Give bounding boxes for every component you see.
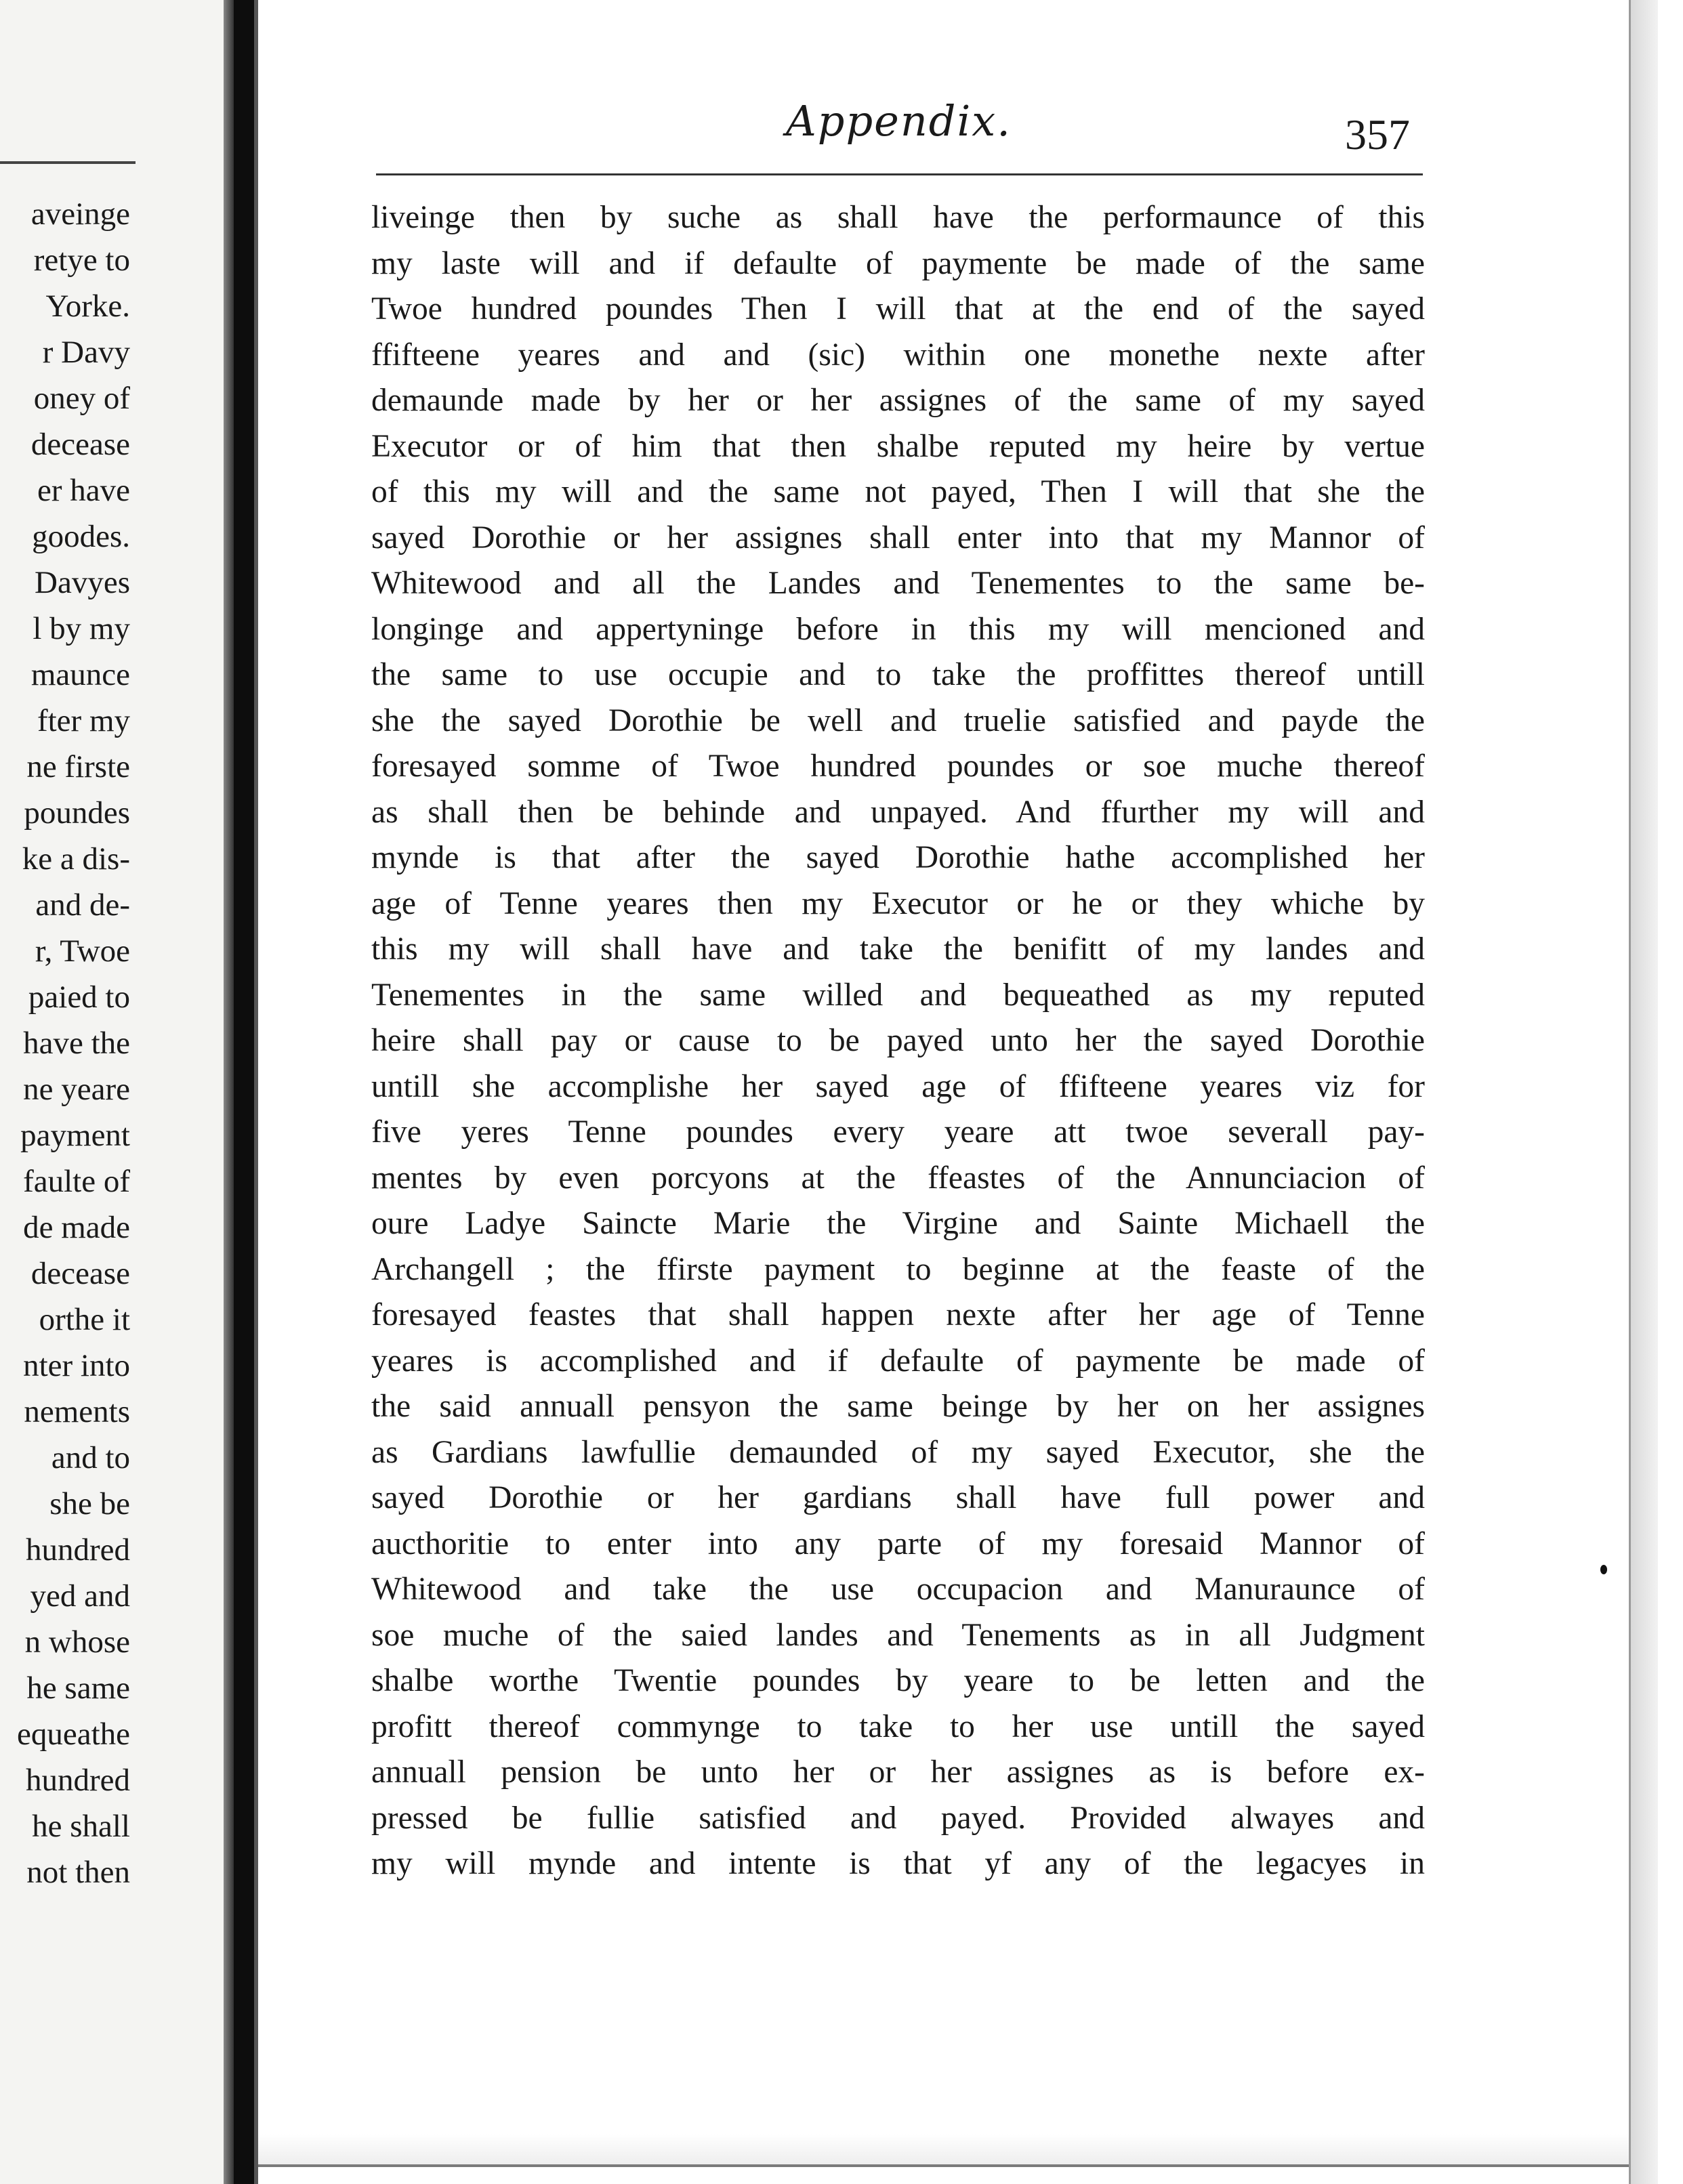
text-line: foresayed somme of Twoe hundred poundes or soe muche thereof: [371, 749, 1425, 784]
page-right-edge: [1629, 0, 1658, 2184]
text-line: pressed be fullie satisfied and payed. Provided alwayes and: [371, 1800, 1425, 1836]
facing-page-line: and to: [51, 1440, 130, 1475]
text-line: she the sayed Dorothie be well and truelie satisfied and payde the: [371, 702, 1425, 738]
text-line: aucthoritie to enter into any parte of my foresaid Mannor of: [371, 1526, 1425, 1561]
facing-page-line: Yorke.: [45, 289, 130, 324]
facing-page-line: hundred: [25, 1763, 130, 1798]
text-line: soe muche of the saied landes and Tenements as in all Judgment: [371, 1617, 1425, 1653]
facing-page-line: yed and: [30, 1578, 130, 1614]
facing-page-line: er have: [37, 473, 130, 508]
text-line: this my will shall have and take the benifitt of my landes and: [371, 931, 1425, 967]
text-line: the same to use occupie and to take the proffittes thereof untill: [371, 657, 1425, 692]
text-line: foresayed feastes that shall happen nexte after her age of Tenne: [371, 1297, 1425, 1332]
page-bottom-edge: [258, 2134, 1629, 2167]
book-binding: [234, 0, 254, 2184]
facing-page-line: not then: [26, 1855, 130, 1890]
facing-page-line: maunce: [30, 657, 130, 692]
text-line: annuall pension be unto her or her assignes as is before ex-: [371, 1755, 1425, 1790]
text-line: shalbe worthe Twentie poundes by yeare to be letten and the: [371, 1663, 1425, 1698]
text-line: mynde is that after the sayed Dorothie hathe accomplished her: [371, 840, 1425, 875]
facing-page-line: nter into: [23, 1348, 130, 1383]
text-line: Whitewood and take the use occupacion and Manuraunce of: [371, 1572, 1425, 1607]
facing-page-line: de made: [23, 1210, 130, 1245]
facing-page-line: ke a dis-: [22, 841, 130, 877]
facing-page-line: goodes.: [32, 519, 130, 554]
text-line: demaunde made by her or her assignes of the same of my sayed: [371, 383, 1425, 418]
facing-page-line: she be: [49, 1486, 130, 1521]
text-line: ffifteene yeares and and (sic) within one monethe nexte after: [371, 337, 1425, 373]
facing-page-line: decease: [30, 1256, 130, 1291]
facing-page-line: ne firste: [26, 749, 130, 784]
text-line: untill she accomplishe her sayed age of ffifteene yeares viz for: [371, 1068, 1425, 1104]
text-line: sayed Dorothie or her assignes shall enter into that my Mannor of: [371, 520, 1425, 555]
text-line: Archangell ; the ffirste payment to beginne at the feaste of the: [371, 1251, 1425, 1287]
facing-page-line: he same: [26, 1671, 130, 1706]
facing-page-line: paied to: [28, 980, 130, 1015]
header-rule: [376, 173, 1423, 175]
facing-page-line: and de-: [35, 887, 130, 923]
text-line: longinge and appertyninge before in this my will mencioned and: [371, 611, 1425, 647]
text-line: five yeres Tenne poundes every yeare att twoe severall pay-: [371, 1114, 1425, 1150]
text-line: sayed Dorothie or her gardians shall have full power and: [371, 1480, 1425, 1515]
facing-page-line: fter my: [37, 703, 130, 738]
text-line: profitt thereof commynge to take to her use untill the sayed: [371, 1708, 1425, 1744]
facing-page-line: hundred: [25, 1532, 130, 1568]
facing-page-line: r, Twoe: [35, 933, 130, 969]
facing-page-line: orthe it: [39, 1302, 130, 1337]
text-line: age of Tenne yeares then my Executor or he or they whiche by: [371, 885, 1425, 921]
text-line: the said annuall pensyon the same beinge by her on her assignes: [371, 1389, 1425, 1424]
facing-page-line: poundes: [24, 795, 130, 831]
facing-page-line: retye to: [33, 243, 130, 278]
facing-page-line: faulte of: [23, 1164, 130, 1199]
facing-page-line: oney of: [33, 381, 130, 416]
facing-page-text: [17, 191, 130, 1895]
body-text: [371, 195, 1425, 1887]
text-line: my laste will and if defaulte of paymente be made of the same: [371, 245, 1425, 281]
facing-page-header-rule: [0, 161, 136, 164]
running-head: Appendix.: [786, 96, 1012, 146]
facing-page-line: n whose: [24, 1624, 130, 1660]
text-line: Executor or of him that then shalbe reputed my heire by vertue: [371, 428, 1425, 464]
text-line: oure Ladye Saincte Marie the Virgine and Sainte Michaell the: [371, 1206, 1425, 1241]
facing-page-line: r Davy: [42, 335, 130, 370]
text-line: of this my will and the same not payed, Then I will that she the: [371, 474, 1425, 509]
text-line: heire shall pay or cause to be payed unto her the sayed Dorothie: [371, 1023, 1425, 1058]
page-number: 357: [1345, 110, 1410, 159]
facing-page-line: Davyes: [35, 565, 130, 600]
text-line: my will mynde and intente is that yf any of the legacyes in: [371, 1846, 1425, 1881]
facing-page-line: nements: [24, 1394, 130, 1429]
facing-page-line: have the: [23, 1026, 130, 1061]
facing-page-line: l by my: [33, 611, 130, 646]
facing-page-line: payment: [20, 1118, 130, 1153]
text-line: Twoe hundred poundes Then I will that at the end of the sayed: [371, 291, 1425, 327]
text-line: mentes by even porcyons at the ffeastes of the Annunciacion of: [371, 1160, 1425, 1196]
facing-page-line: ne yeare: [23, 1072, 130, 1107]
text-line: Tenementes in the same willed and bequeathed as my reputed: [371, 977, 1425, 1013]
text-line: as shall then be behinde and unpayed. And ffurther my will and: [371, 794, 1425, 830]
facing-page-line: equeathe: [16, 1717, 130, 1752]
facing-page-line: aveinge: [30, 196, 130, 232]
text-line: yeares is accomplished and if defaulte of paymente be made of: [371, 1343, 1425, 1379]
facing-page-line: decease: [30, 427, 130, 462]
ink-speck: [1600, 1565, 1607, 1574]
text-line: as Gardians lawfullie demaunded of my sayed Executor, she the: [371, 1434, 1425, 1470]
facing-page-line: he shall: [32, 1809, 130, 1844]
text-line: Whitewood and all the Landes and Tenementes to the same be-: [371, 566, 1425, 601]
text-line: liveinge then by suche as shall have the performaunce of this: [371, 200, 1425, 235]
facing-page: [0, 0, 230, 2184]
